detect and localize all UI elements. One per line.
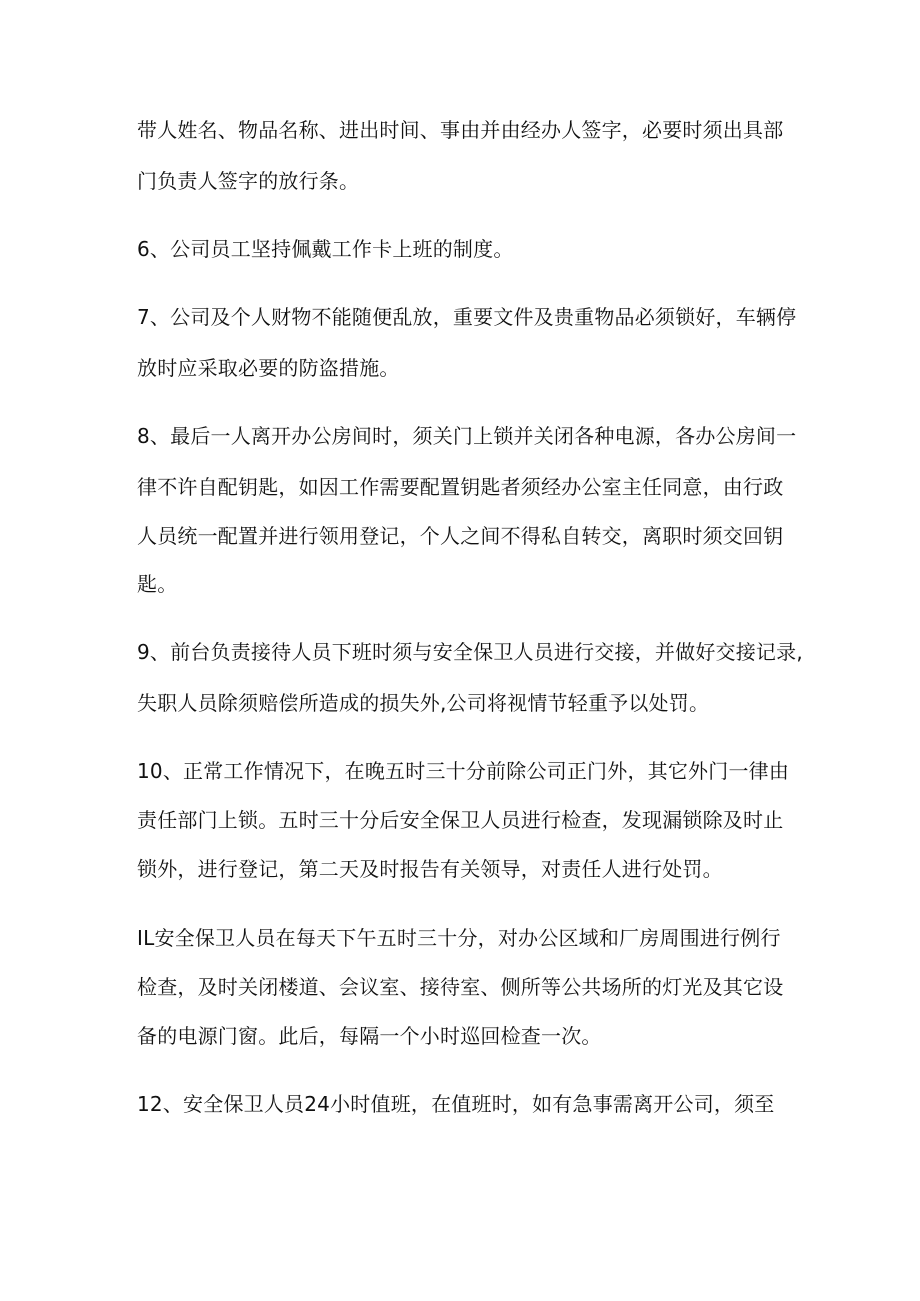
paragraph-line: 锁外，进行登记，第二天及时报告有关领导，对责任人进行处罚。 — [137, 857, 723, 881]
paragraph-line: 失职人员除须赔偿所造成的损失外,公司将视情节轻重予以处罚。 — [137, 691, 710, 715]
paragraph-line: IL安全保卫人员在每天下午五时三十分，对办公区域和厂房周围进行例行 — [137, 926, 781, 950]
paragraph-line: 12、安全保卫人员24小时值班，在值班时，如有急事需离开公司，须至 — [137, 1092, 775, 1116]
paragraph-line: 放时应采取必要的防盗措施。 — [137, 356, 400, 380]
paragraph-line: 8、最后一人离开办公房间时，须关门上锁并关闭各种电源，各办公房间一 — [137, 424, 797, 448]
paragraph-line: 9、前台负责接待人员下班时须与安全保卫人员进行交接，并做好交接记录, — [137, 640, 803, 664]
paragraph-line: 带人姓名、物品名称、进出时间、事由并由经办人签字，必要时须出具部 — [137, 118, 784, 142]
paragraph-line: 责任部门上锁。五时三十分后安全保卫人员进行检查，发现漏锁除及时止 — [137, 808, 784, 832]
paragraph-line: 检查，及时关闭楼道、会议室、接待室、侧所等公共场所的灯光及其它设 — [137, 975, 784, 999]
paragraph-line: 10、正常工作情况下，在晚五时三十分前除公司正门外，其它外门一律由 — [137, 759, 790, 783]
paragraph-line: 备的电源门窗。此后，每隔一个小时巡回检查一次。 — [137, 1024, 602, 1048]
paragraph-line: 人员统一配置并进行领用登记，个人之间不得私自转交，离职时须交回钥 — [137, 524, 784, 548]
paragraph-line: 7、公司及个人财物不能随便乱放，重要文件及贵重物品必须锁好，车辆停 — [137, 305, 797, 329]
paragraph-line: 律不许自配钥匙，如因工作需要配置钥匙者须经办公室主任同意，由行政 — [137, 475, 784, 499]
paragraph-line: 6、公司员工坚持佩戴工作卡上班的制度。 — [137, 237, 514, 261]
paragraph-line: 匙。 — [137, 572, 178, 596]
paragraph-line: 门负责人签字的放行条。 — [137, 169, 360, 193]
